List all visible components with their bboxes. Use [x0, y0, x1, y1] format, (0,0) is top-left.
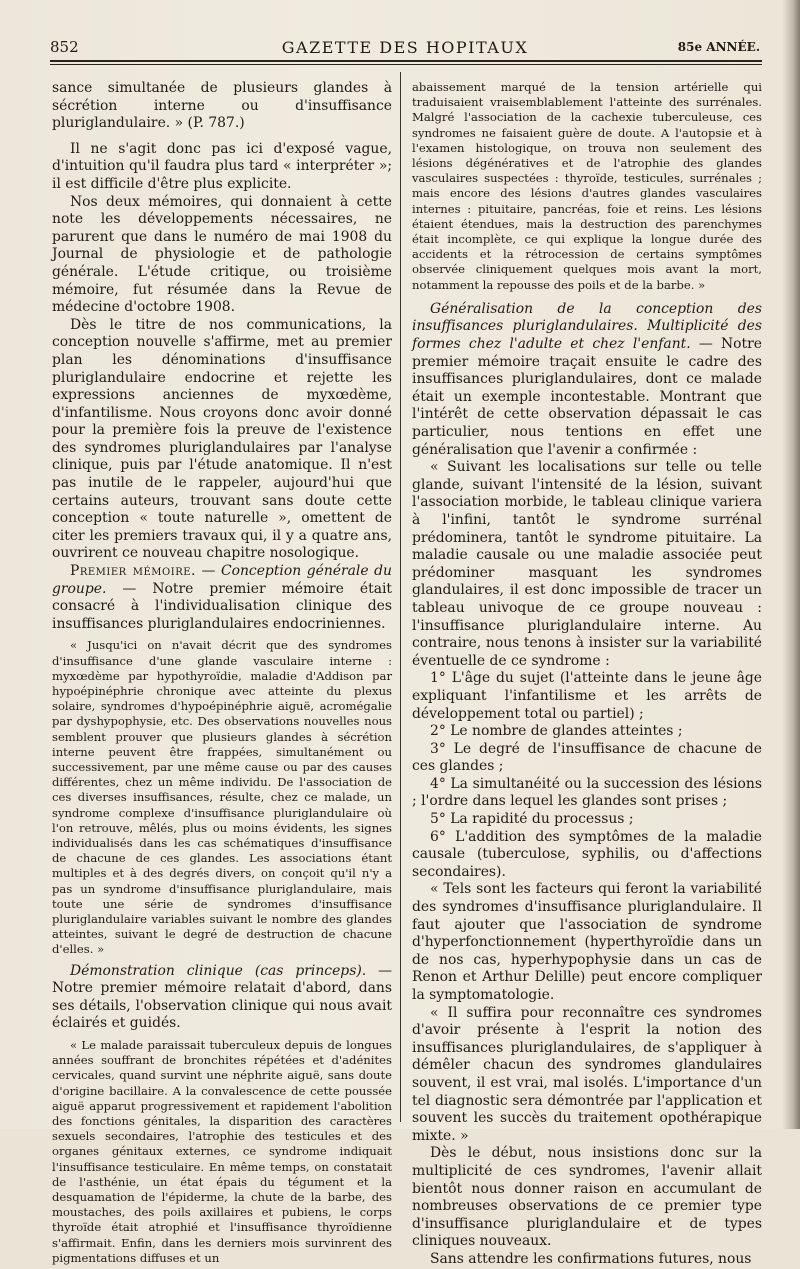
paragraph: Dès le début, nous insistions donc sur la multiplicité de ces syndromes, l'avenir allait bientôt nous donner raison en accumulant de nombreuses observations de ce premier type d'insuffisance pluriglandulaire et de types cliniques nouveaux. — [412, 1145, 762, 1250]
paragraph: sance simultanée de plusieurs glandes à sécrétion interne ou d'insuffisance pluriglandulaire. » (P. 787.) — [52, 80, 392, 132]
list-item: 4° La simultanéité ou la succession des lésions ; l'ordre dans lequel les glandes sont prises ; — [412, 775, 762, 810]
paragraph-premier-memoire: Premier mémoire. — Conception générale du groupe. — Notre premier mémoire était consacré à l'individualisation clinique des insuffisances pluriglandulaires endocriniennes. — [52, 563, 392, 632]
section-title: Généralisation de la conception des insuffisances pluriglandulaires. Multiplicité des formes chez l'adulte et chez l'enfant. — [412, 300, 762, 353]
paragraph: Nos deux mémoires, qui donnaient à cette note les développements nécessaires, ne parurent que dans le numéro de mai 1908 du Journal de physiologie et de pathologie générale. L'étude critique, ou troisième mémoire, fut résumée dans la Revue de médecine d'octobre 1908. — [52, 193, 392, 316]
section-heading: Premier mémoire. — [70, 563, 196, 580]
journal-title: GAZETTE DES HOPITAUX — [281, 38, 529, 57]
section-text: — Notre premier mémoire relatait d'abord, dans ses détails, l'observation clinique qui nous avait éclairés et guidés. — [52, 962, 392, 1032]
section-text: — Notre premier mémoire traçait ensuite le cadre des insuffisances pluriglandulaires, dont ce malade était un exemple incontestable. Montrant que l'intérêt de cette observation dépassait le cas particulier, nous tentions en effet une généralisation que l'avenir a confirmée : — [412, 336, 762, 458]
paragraph-generalisation — [412, 301, 762, 459]
column-divider — [400, 72, 401, 1122]
quotation: « Jusqu'ici on n'avait décrit que des syndromes d'insuffisance d'une glande vasculaire interne : myxœdème par hypothyroïdie, maladie d'Addison par hypoépinéphrie chronique avec atteinte du plexus solaire, syndromes d'hypoépinéphrie aiguë, acromégalie par dyshypophysie, etc. Des observations nouvelles nous semblent prouver que plusieurs glandes à sécrétion interne peuvent être frappées, simultanément ou successivement, par une même cause ou par des causes différentes, chez un même individu. De l'association de ces diverses insuffisances, résulte, chez ce malade, un syndrome complexe d'insuffisance pluriglandulaire où l'on retrouve, mêlés, plus ou moins évidents, les signes individualisés dans les cas schématiques d'insuffisance de chacune de ces glandes. Les associations étant multiples et à des degrés divers, on conçoit qu'il n'y a pas un syndrome d'insuffisance pluriglandulaire, mais toute une série de syndromes d'insuffisance pluriglandulaire variables suivant le nombre des glandes atteintes, suivant le degré de destruction de chacune d'elles. » — [52, 638, 392, 957]
page-number: 852 — [50, 38, 79, 56]
section-title: Démonstration clinique (cas princeps). — [70, 962, 367, 979]
paragraph: « Suivant les localisations sur telle ou telle glande, suivant l'intensité de la lésion, suivant l'association morbide, le tableau clinique variera à l'infini, tantôt le syndrome surrénal prédominera, tantôt le syndrome pituitaire. La maladie causale ou une maladie associée peut prédominer masquant les syndromes glandulaires, il est donc impossible de tracer un tableau univoque de ce groupe nouveau : l'insuffisance pluriglandulaire interne. Au contraire, nous tenons à insister sur la variabilité éventuelle de ce syndrome : — [412, 459, 762, 669]
quotation-continued: abaissement marqué de la tension artérielle qui traduisaient vraisemblablement l'atteinte des surrénales. Malgré l'association de la cachexie tuberculeuse, ces syndromes ne faisaient guère de doute. A l'autopsie et à l'examen histologique, on trouva non seulement des lésions dégénératives et de l'atrophie des glandes vasculaires suspectées : thyroïde, testicules, surrénales ; mais encore des lésions d'autres glandes vasculaires internes : pituitaire, pancréas, foie et reins. Les lésions étaient étendues, mais la destruction des parenchymes était incomplète, ce qui explique la longue durée des accidents et la rétrocession de certains symptômes observée cliniquement quelques mois avant la mort, notamment la repousse des poils et de la barbe. » — [412, 80, 762, 292]
paragraph: « Tels sont les facteurs qui feront la variabilité des syndromes d'insuffisance pluriglandulaire. Il faut ajouter que l'association de syndrome d'hyperfonctionnement (hyperthyroïdie dans un de nos cas, hyperhypophysie dans un cas de Renon et Arthur Delille) peut encore compliquer la symptomatologie. — [412, 881, 762, 1003]
section-title: Conception générale du groupe. — [52, 563, 392, 597]
page-edge-shadow — [782, 0, 800, 1129]
header-rule-thin — [50, 64, 762, 65]
paragraph: Il ne s'agit donc pas ici d'exposé vague, d'intuition qu'il faudra plus tard « interpréter »; il est difficile d'être plus explicite. — [52, 140, 392, 192]
header-rule-thick — [50, 60, 762, 62]
paragraph: Dès le titre de nos communications, la conception nouvelle s'affirme, met au premier plan les dénominations d'insuffisance pluriglandulaire endocrine et rejette les expressions anciennes de myxœdème, d'infantilisme. Nous croyons donc avoir donné pour la première fois la preuve de l'existence des syndromes pluriglandulaires par l'analyse clinique, puis par l'étude anatomique. Il n'est pas inutile de le rappeler, aujourd'hui que certains auteurs, trouvant sans doute cette conception « toute naturelle », omettent de citer les premiers travaux qui, il y a quatre ans, ouvrirent ce nouveau chapitre nosologique. — [52, 316, 392, 562]
list-item: 3° Le degré de l'insuffisance de chacune de ces glandes ; — [412, 740, 762, 775]
paragraph: « Il suffira pour reconnaître ces syndromes d'avoir présente à l'esprit la notion des insuffisances pluriglandulaires, de s'appliquer à démêler chacun des syndromes glandulaires souvent, il est vrai, mal isolés. L'importance d'un tel diagnostic sera démontrée par l'application et souvent les succès du traitement opothérapique mixte. » — [412, 1004, 762, 1144]
right-column — [412, 80, 762, 1267]
left-column — [52, 80, 392, 1265]
paragraph: Sans attendre les confirmations futures, nous — [430, 1250, 752, 1267]
paragraph-demonstration — [52, 963, 392, 1033]
page-header — [50, 38, 760, 62]
list-item: 6° L'addition des symptômes de la maladie causale (tuberculose, syphilis, ou d'affections secondaires). — [412, 828, 762, 880]
quotation: « Le malade paraissait tuberculeux depuis de longues années souffrant de bronchites répétées et d'adénites cervicales, quand survint une néphrite aiguë, sans doute d'origine bacillaire. A la convalescence de cette poussée aiguë apparut progressivement et rapidement l'abolition des fonctions génitales, la disparition des caractères sexuels secondaires, l'atrophie des testicules et des organes génitaux externes, ce syndrome indiquait l'insuffisance testiculaire. En même temps, on constatait de l'asthénie, un état épais du tégument et la desquamation de l'épiderme, la chute de la barbe, des moustaches, des poils axillaires et pubiens, le corps thyroïde était atrophié et l'insuffisance thyroïdienne s'affirmait. Enfin, dans les derniers mois survinrent des pigmentations diffuses et un — [52, 1038, 392, 1265]
list-item: 1° L'âge du sujet (l'atteinte dans le jeune âge expliquant l'infantilisme et les arrêts de développement total ou partiel) ; — [412, 670, 762, 722]
section-text: — Notre premier mémoire était consacré à l'individualisation clinique des insuffisances pluriglandulaires endocriniennes. — [52, 580, 392, 632]
list-item: 5° La rapidité du processus ; — [430, 811, 634, 828]
edition-label: 85e ANNÉE. — [677, 40, 760, 54]
list-item: 2° Le nombre de glandes atteintes ; — [430, 723, 683, 740]
